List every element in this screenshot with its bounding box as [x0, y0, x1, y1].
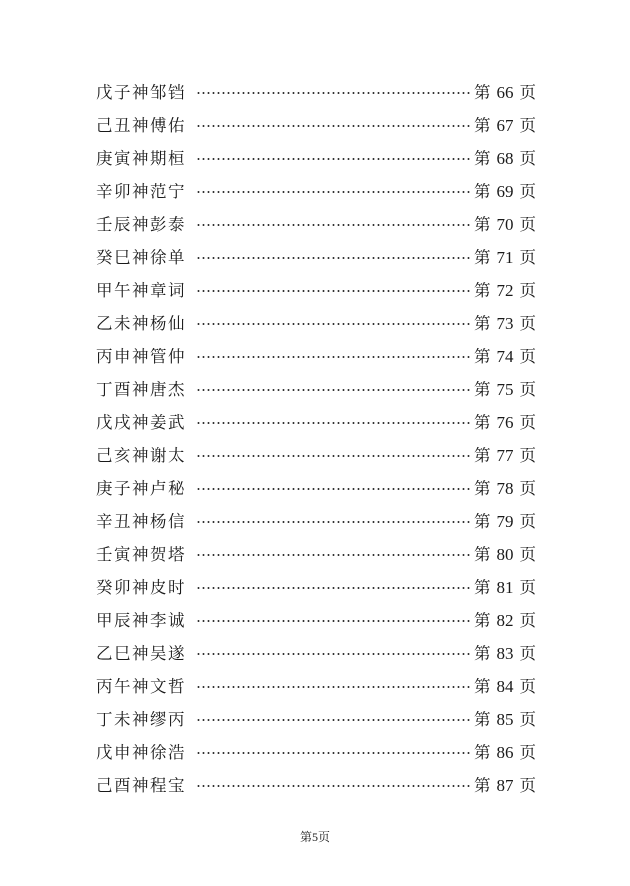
page-suffix: 页 [519, 115, 536, 135]
toc-entry-title: 辛丑神杨信 [96, 511, 186, 531]
page-suffix: 页 [519, 445, 536, 465]
toc-entry-title: 甲辰神李诚 [96, 610, 186, 630]
dot-leader [196, 686, 470, 688]
toc-entry-title: 丙申神管仲 [96, 346, 186, 366]
dot-leader [196, 785, 470, 787]
page-prefix: 第 [474, 115, 491, 135]
toc-entry[interactable] [96, 173, 536, 206]
page-number: 75 [496, 379, 514, 399]
toc-entry-title: 戊申神徐浩 [96, 742, 186, 762]
toc-entry[interactable] [96, 701, 536, 734]
toc-entry[interactable] [96, 503, 536, 536]
page-number: 73 [496, 313, 514, 333]
page-prefix: 第 [474, 280, 491, 300]
toc-entry-title: 丁未神缪丙 [96, 709, 186, 729]
dot-leader [196, 257, 470, 259]
toc-entry-page [474, 79, 536, 103]
toc-entry[interactable] [96, 767, 536, 800]
toc-entry[interactable] [96, 371, 536, 404]
toc-entry[interactable] [96, 107, 536, 140]
toc-entry[interactable] [96, 140, 536, 173]
page-prefix: 第 [474, 346, 491, 366]
dot-leader [196, 521, 470, 523]
toc-entry-title: 壬辰神彭泰 [96, 214, 186, 234]
page-suffix: 页 [519, 214, 536, 234]
toc-entry-page [474, 508, 536, 532]
page-suffix: 页 [519, 610, 536, 630]
dot-leader [196, 587, 470, 589]
toc-entry-page [474, 409, 536, 433]
toc-entry-page [474, 673, 536, 697]
dot-leader [196, 488, 470, 490]
toc-entry-page [474, 607, 536, 631]
toc-entry[interactable] [96, 305, 536, 338]
page-number: 77 [496, 445, 514, 465]
page-number: 79 [496, 511, 514, 531]
dot-leader [196, 290, 470, 292]
page-number: 67 [496, 115, 514, 135]
dot-leader [196, 92, 470, 94]
page-prefix: 第 [474, 577, 491, 597]
toc-entry[interactable] [96, 668, 536, 701]
toc-entry-page [474, 178, 536, 202]
toc-entry-title: 癸卯神皮时 [96, 577, 186, 597]
page-number: 74 [496, 346, 514, 366]
dot-leader [196, 191, 470, 193]
page-prefix: 第 [474, 247, 491, 267]
page-prefix: 第 [474, 709, 491, 729]
toc-entry[interactable] [96, 734, 536, 767]
toc-entry[interactable] [96, 437, 536, 470]
page-number: 83 [496, 643, 514, 663]
page-suffix: 页 [519, 775, 536, 795]
page-suffix: 页 [519, 247, 536, 267]
toc-entry-title: 己亥神谢太 [96, 445, 186, 465]
toc-entry-page [474, 244, 536, 268]
page-number: 82 [496, 610, 514, 630]
page-suffix: 页 [519, 148, 536, 168]
toc-entry-page [474, 277, 536, 301]
toc-entry-page [474, 442, 536, 466]
page-suffix: 页 [519, 511, 536, 531]
page-prefix: 第 [474, 643, 491, 663]
page-suffix: 页 [519, 82, 536, 102]
page-prefix: 第 [474, 313, 491, 333]
toc-entry-page [474, 343, 536, 367]
page-prefix: 第 [474, 181, 491, 201]
toc-entry-title: 壬寅神贺塔 [96, 544, 186, 564]
page-suffix: 页 [519, 412, 536, 432]
toc-entry-page [474, 541, 536, 565]
page-prefix: 第 [474, 511, 491, 531]
toc-entry-page [474, 145, 536, 169]
toc-entry-title: 戊戌神姜武 [96, 412, 186, 432]
toc-entry[interactable] [96, 338, 536, 371]
dot-leader [196, 455, 470, 457]
toc-entry-page [474, 211, 536, 235]
page-number: 86 [496, 742, 514, 762]
page-number: 70 [496, 214, 514, 234]
dot-leader [196, 323, 470, 325]
dot-leader [196, 389, 470, 391]
toc-entry[interactable] [96, 536, 536, 569]
page-prefix: 第 [474, 412, 491, 432]
page-number: 85 [496, 709, 514, 729]
dot-leader [196, 554, 470, 556]
page-number: 80 [496, 544, 514, 564]
page-prefix: 第 [474, 214, 491, 234]
toc-entry-page [474, 739, 536, 763]
page-number: 84 [496, 676, 514, 696]
toc-entry-title: 甲午神章词 [96, 280, 186, 300]
page-number: 66 [496, 82, 514, 102]
dot-leader [196, 422, 470, 424]
page-suffix: 页 [519, 577, 536, 597]
page-prefix: 第 [474, 379, 491, 399]
page-suffix: 页 [519, 643, 536, 663]
toc-entry-title: 己酉神程宝 [96, 775, 186, 795]
toc-entry-page [474, 475, 536, 499]
toc-entry[interactable] [96, 602, 536, 635]
page-number: 72 [496, 280, 514, 300]
toc-entry[interactable] [96, 239, 536, 272]
toc-entry-title: 庚子神卢秘 [96, 478, 186, 498]
page-prefix: 第 [474, 742, 491, 762]
page-prefix: 第 [474, 610, 491, 630]
toc-entry-title: 乙未神杨仙 [96, 313, 186, 333]
dot-leader [196, 158, 470, 160]
page-prefix: 第 [474, 775, 491, 795]
page-suffix: 页 [519, 313, 536, 333]
toc-entry-page [474, 772, 536, 796]
page-suffix: 页 [519, 346, 536, 366]
toc-entry-page [474, 112, 536, 136]
dot-leader [196, 620, 470, 622]
dot-leader [196, 125, 470, 127]
page-number: 71 [496, 247, 514, 267]
page-number: 81 [496, 577, 514, 597]
page-suffix: 页 [519, 709, 536, 729]
toc-entry[interactable] [96, 272, 536, 305]
dot-leader [196, 752, 470, 754]
toc-entry-title: 癸巳神徐单 [96, 247, 186, 267]
dot-leader [196, 224, 470, 226]
toc-entry-title: 戊子神邹铛 [96, 82, 186, 102]
toc-entry-title: 丁酉神唐杰 [96, 379, 186, 399]
page-number: 69 [496, 181, 514, 201]
page-prefix: 第 [474, 478, 491, 498]
page-suffix: 页 [519, 676, 536, 696]
page-number: 76 [496, 412, 514, 432]
page-suffix: 页 [519, 181, 536, 201]
toc-entry[interactable] [96, 404, 536, 437]
page-prefix: 第 [474, 676, 491, 696]
page-prefix: 第 [474, 148, 491, 168]
toc-entry-title: 乙巳神吴遂 [96, 643, 186, 663]
page-number: 87 [496, 775, 514, 795]
page-prefix: 第 [474, 544, 491, 564]
toc-entry-page [474, 706, 536, 730]
toc-entry[interactable] [96, 569, 536, 602]
toc-entry-title: 己丑神傅佑 [96, 115, 186, 135]
toc-entry-title: 丙午神文哲 [96, 676, 186, 696]
page-number: 68 [496, 148, 514, 168]
toc-entry[interactable] [96, 470, 536, 503]
page-prefix: 第 [474, 82, 491, 102]
toc-entry[interactable] [96, 635, 536, 668]
page-suffix: 页 [519, 379, 536, 399]
table-of-contents [96, 74, 536, 800]
page-suffix: 页 [519, 544, 536, 564]
toc-entry-page [474, 376, 536, 400]
page-prefix: 第 [474, 445, 491, 465]
dot-leader [196, 653, 470, 655]
page-number: 78 [496, 478, 514, 498]
page-suffix: 页 [519, 280, 536, 300]
page-footer: 第5页 [299, 830, 330, 844]
page-suffix: 页 [519, 742, 536, 762]
toc-entry[interactable] [96, 74, 536, 107]
toc-entry[interactable] [96, 206, 536, 239]
dot-leader [196, 719, 470, 721]
page-suffix: 页 [519, 478, 536, 498]
toc-entry-title: 庚寅神期桓 [96, 148, 186, 168]
toc-entry-page [474, 310, 536, 334]
toc-entry-page [474, 640, 536, 664]
toc-entry-title: 辛卯神范宁 [96, 181, 186, 201]
toc-entry-page [474, 574, 536, 598]
dot-leader [196, 356, 470, 358]
